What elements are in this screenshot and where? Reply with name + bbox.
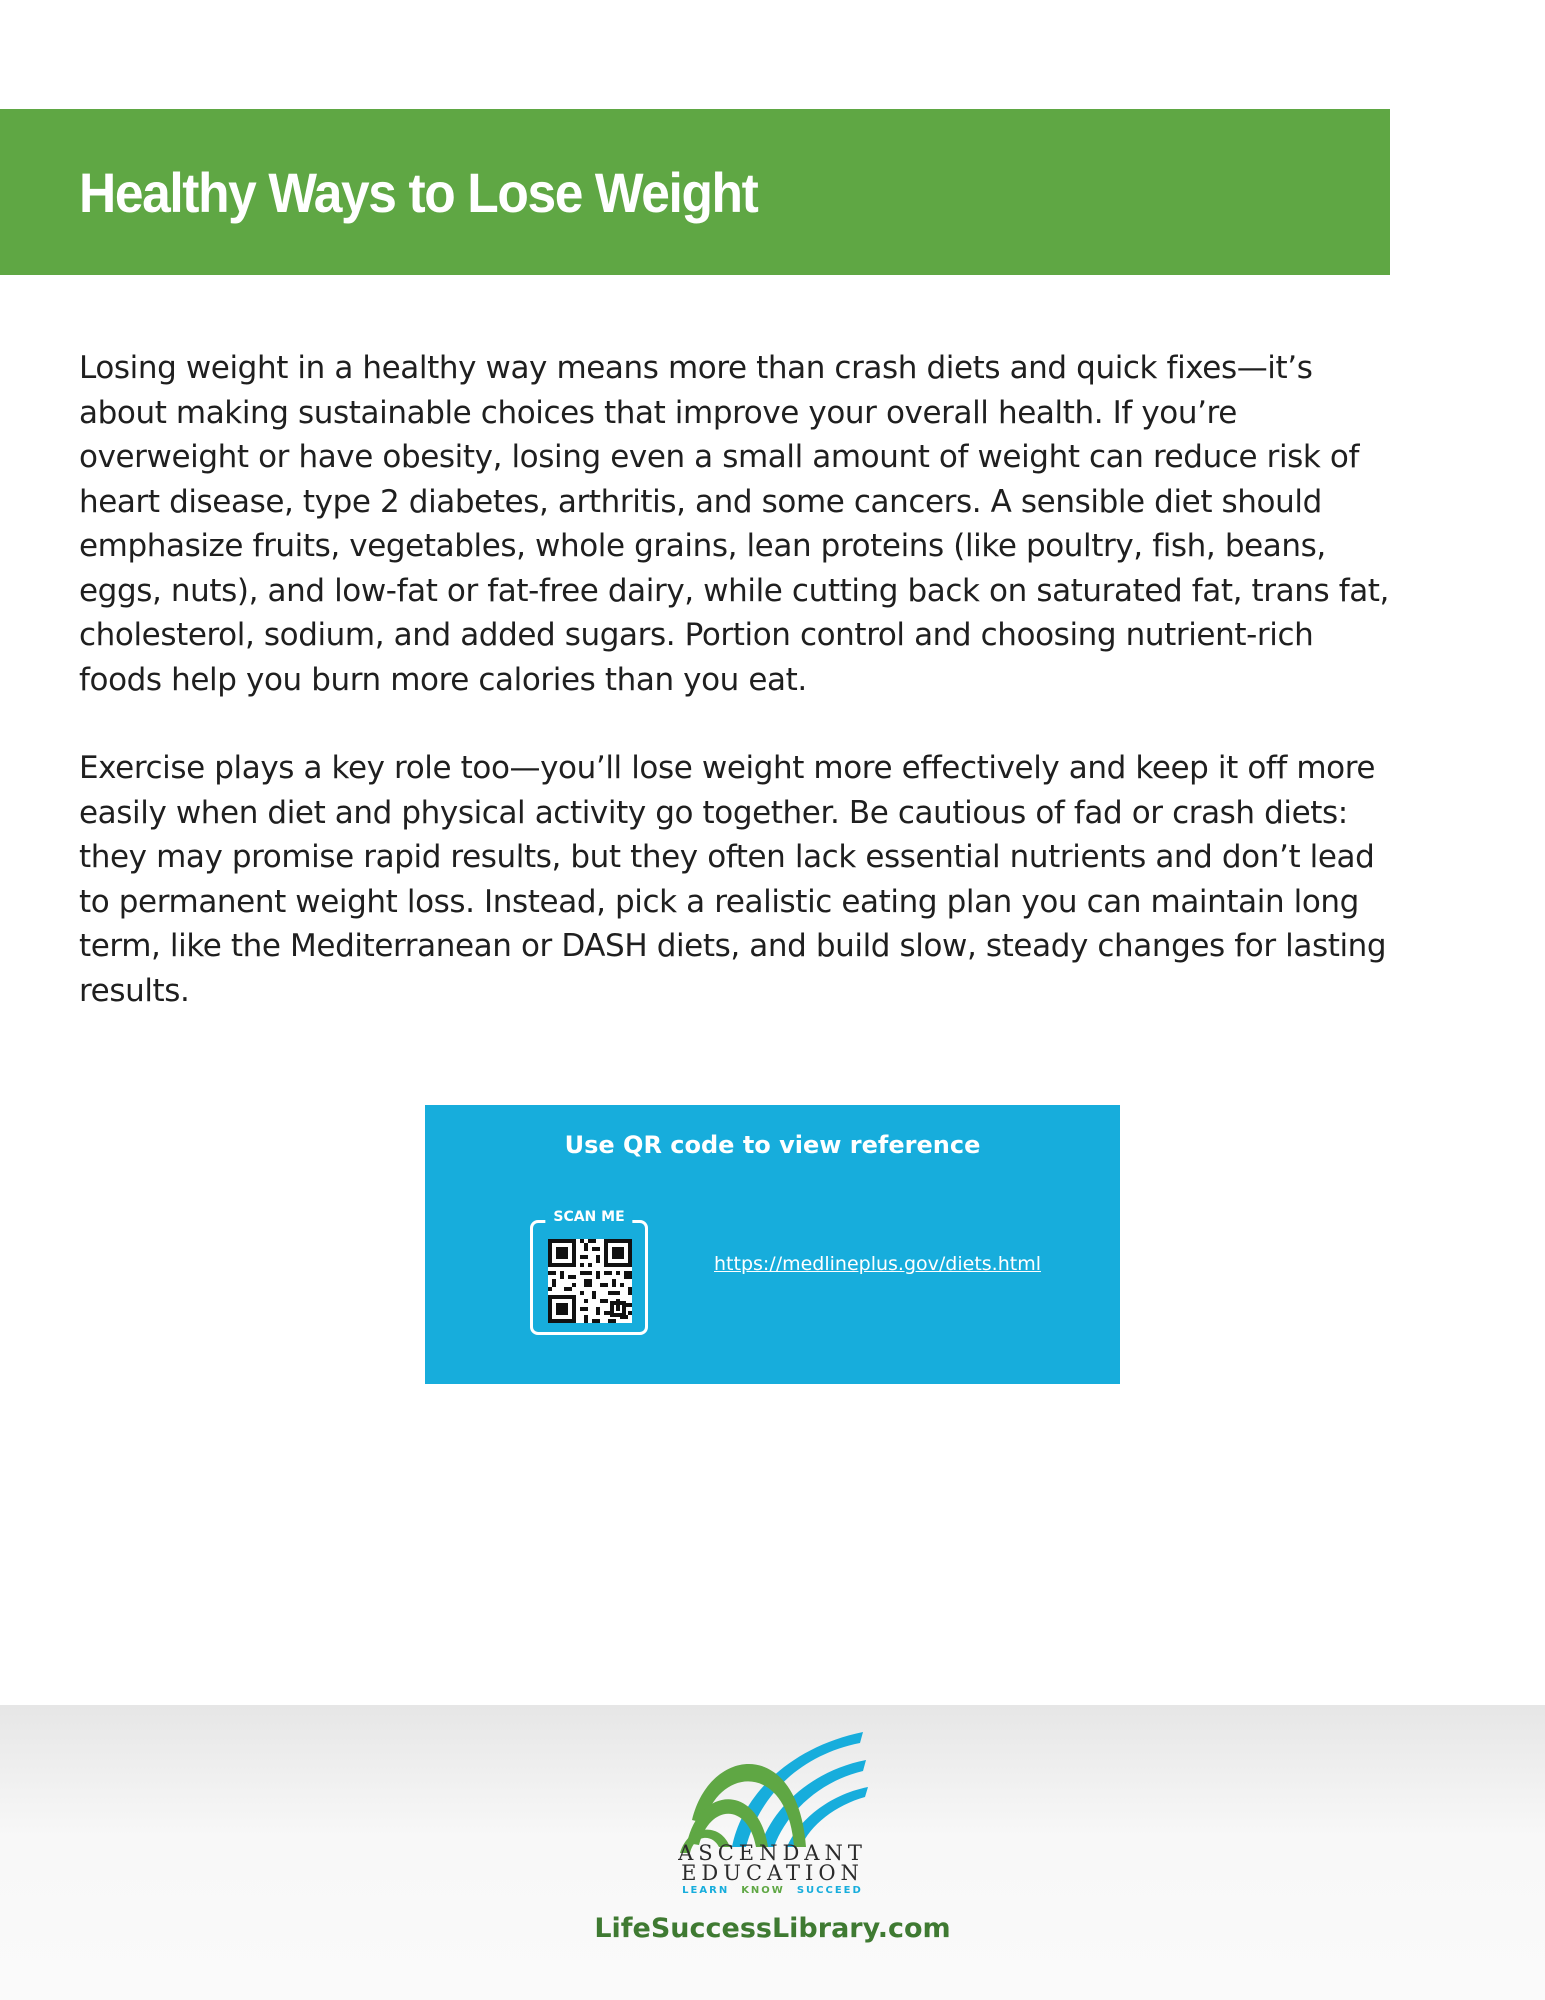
qr-code-icon[interactable] xyxy=(548,1239,632,1323)
tagline-succeed: SUCCEED xyxy=(796,1885,863,1896)
logo-name-education: EDUCATION xyxy=(681,1861,864,1885)
footer xyxy=(0,1705,1545,2000)
tagline-know: KNOW xyxy=(741,1885,785,1896)
reference-panel xyxy=(425,1105,1120,1384)
reference-heading: Use QR code to view reference xyxy=(564,1131,981,1159)
body-paragraph-2: Exercise plays a key role too—you’ll lose weight more effectively and keep it off more easily when diet and physical activity go together. Be cautious of fad or crash diets: they may promise rapid results, but they often lack essential nutrients and don’t lead to permanent weight loss. Instead, pick a realistic eating plan you can maintain long term, like the Mediterranean or DASH diets, and build slow, steady changes for lasting results. xyxy=(79,750,1387,1009)
scan-me-label: SCAN ME xyxy=(545,1209,632,1225)
logo-tagline xyxy=(0,1885,1545,1896)
site-url[interactable]: LifeSuccessLibrary.com xyxy=(594,1913,951,1944)
title-banner xyxy=(0,109,1390,275)
page-title: Healthy Ways to Lose Weight xyxy=(79,160,758,224)
reference-link[interactable]: https://medlineplus.gov/diets.html xyxy=(714,1253,1041,1275)
logo-name-ascendant: ASCENDANT xyxy=(678,1841,867,1865)
tagline-learn: LEARN xyxy=(682,1885,730,1896)
ascendant-arcs-logo-icon xyxy=(680,1725,870,1855)
qr-frame[interactable] xyxy=(530,1209,648,1335)
body-paragraph-1: Losing weight in a healthy way means more than crash diets and quick fixes—it’s about making sustainable choices that improve your overall health. If you’re overweight or have obesity, losing even a small amount of weight can reduce risk of heart disease, type 2 diabetes, arthritis, and some cancers. A sensible diet should emphasize fruits, vegetables, whole grains, lean proteins (like poultry, fish, beans, eggs, nuts), and low-fat or fat-free dairy, while cutting back on saturated fat, trans fat, cholesterol, sodium, and added sugars. Portion control and choosing nutrient-rich foods help you burn more calories than you eat. xyxy=(79,350,1390,698)
